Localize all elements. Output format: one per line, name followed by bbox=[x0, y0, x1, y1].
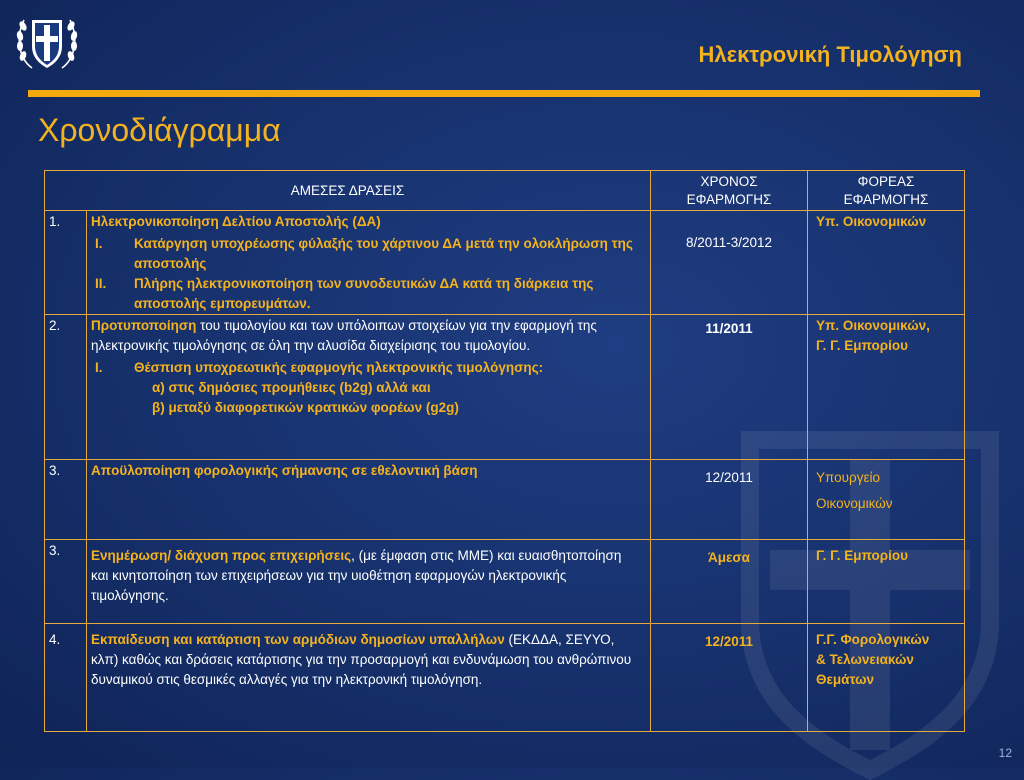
row-time: Άμεσα bbox=[651, 540, 808, 624]
sub-sub-item: β) μεταξύ διαφορετικών κρατικών φορέων (g2g) bbox=[152, 400, 459, 415]
row-text bbox=[87, 315, 650, 358]
row-body bbox=[808, 460, 965, 540]
header-time-line1: ΧΡΟΝΟΣ bbox=[700, 173, 758, 189]
table-row bbox=[45, 460, 965, 540]
sub-item-label: II. bbox=[95, 276, 107, 291]
row-body-line2: & Τελωνειακών bbox=[816, 652, 914, 667]
row-title: Προτυποποίηση bbox=[91, 318, 197, 333]
row-time: 12/2011 bbox=[651, 624, 808, 732]
row-number: 3. bbox=[45, 540, 87, 624]
header-time bbox=[651, 171, 808, 211]
header-divider bbox=[28, 90, 980, 97]
row-action bbox=[87, 211, 651, 315]
row-time: 11/2011 bbox=[651, 315, 808, 460]
row-body: Υπ. Οικονομικών bbox=[808, 211, 965, 315]
sub-item bbox=[87, 358, 650, 378]
row-body-line2: Γ. Γ. Εμπορίου bbox=[816, 338, 908, 353]
coat-of-arms-icon bbox=[10, 6, 84, 80]
row-time-text: 12/2011 bbox=[705, 470, 753, 485]
row-text bbox=[87, 540, 650, 608]
row-action bbox=[87, 540, 651, 624]
row-number: 4. bbox=[45, 624, 87, 732]
row-body-line1: Γ.Γ. Φορολογικών bbox=[816, 632, 930, 647]
table-row bbox=[45, 315, 965, 460]
sub-item bbox=[87, 234, 650, 274]
row-title: Ηλεκτρονικοποίηση Δελτίου Αποστολής (ΔΑ) bbox=[91, 214, 381, 229]
header-title: Ηλεκτρονική Τιμολόγηση bbox=[698, 42, 962, 67]
row-title: Ενημέρωση/ διάχυση προς επιχειρήσεις bbox=[91, 548, 352, 563]
row-action bbox=[87, 315, 651, 460]
sub-item-text: Πλήρης ηλεκτρονικοποίηση των συνοδευτικών ΔΑ κατά τη διάρκεια της αποστολής εμπορευμάτων. bbox=[134, 276, 594, 311]
header-time-line2: ΕΦΑΡΜΟΓΗΣ bbox=[686, 191, 772, 207]
sub-item-label: I. bbox=[95, 360, 103, 375]
header-actions: ΑΜΕΣΕΣ ΔΡΑΣΕΙΣ bbox=[45, 171, 651, 211]
header-body-line2: ΕΦΑΡΜΟΓΗΣ bbox=[843, 191, 929, 207]
sub-item bbox=[87, 274, 650, 314]
sub-sub-item: α) στις δημόσιες προμήθειες (b2g) αλλά και bbox=[152, 380, 431, 395]
page-number: 12 bbox=[998, 746, 1012, 760]
header-body bbox=[808, 171, 965, 211]
row-number: 3. bbox=[45, 460, 87, 540]
row-action bbox=[87, 460, 651, 540]
row-body-line1: Υπουργείο bbox=[816, 470, 880, 485]
sub-item-text: Θέσπιση υποχρεωτικής εφαρμογής ηλεκτρονικής τιμολόγησης: bbox=[134, 360, 544, 375]
row-title: Απoϋλοποίηση φορολογικής σήμανσης σε εθελοντική βάση bbox=[91, 463, 478, 478]
header-body-line1: ΦΟΡΕΑΣ bbox=[857, 173, 915, 189]
row-number: 2. bbox=[45, 315, 87, 460]
row-time-text: 8/2011-3/2012 bbox=[685, 235, 773, 250]
table-row bbox=[45, 540, 965, 624]
table-row bbox=[45, 624, 965, 732]
row-rest: (ΕΚΔΔΑ, ΣΕΥΥΟ, κλπ) καθώς και δράσεις κατάρτισης για την προσαρμογή και ενδυνάμωση του ανθρώπινου δυναμικού στις θεσμικές αλλαγές για την ηλεκτρονική τιμολόγηση. bbox=[91, 632, 632, 687]
row-action bbox=[87, 624, 651, 732]
table-header-row bbox=[45, 171, 965, 211]
row-body bbox=[808, 315, 965, 460]
sub-item-label: I. bbox=[95, 236, 103, 251]
row-title: Εκπαίδευση και κατάρτιση των αρμόδιων δημοσίων υπαλλήλων bbox=[91, 632, 505, 647]
table-row bbox=[45, 211, 965, 315]
sub-item-text: Κατάργηση υποχρέωσης φύλαξής του χάρτινου ΔΑ μετά την ολοκλήρωση της αποστολής bbox=[134, 236, 633, 271]
row-time bbox=[651, 211, 808, 315]
row-body: Γ. Γ. Εμπορίου bbox=[808, 540, 965, 624]
row-time bbox=[651, 460, 808, 540]
row-body-line2: Οικονομικών bbox=[816, 496, 893, 511]
row-body bbox=[808, 624, 965, 732]
row-body-line1: Υπ. Οικονομικών, bbox=[816, 318, 930, 333]
row-number: 1. bbox=[45, 211, 87, 315]
row-body-line3: Θεμάτων bbox=[816, 672, 875, 687]
page-title: Χρονοδιάγραμμα bbox=[38, 112, 281, 148]
schedule-table bbox=[44, 170, 965, 732]
row-rest: του τιμολογίου και των υπόλοιπων στοιχείων για την εφαρμογή της ηλεκτρονικής τιμολόγησης σε όλη την αλυσίδα διαχείρισης του τιμολογίου. bbox=[91, 318, 597, 353]
row-text bbox=[87, 624, 650, 692]
row-rest: , (με έμφαση στις ΜΜΕ) και ευαισθητοποίηση και κινητοποίηση των επιχειρήσεων για την υιοθέτηση εφαρμογών ηλεκτρονικής τιμολόγησης. bbox=[91, 548, 622, 603]
